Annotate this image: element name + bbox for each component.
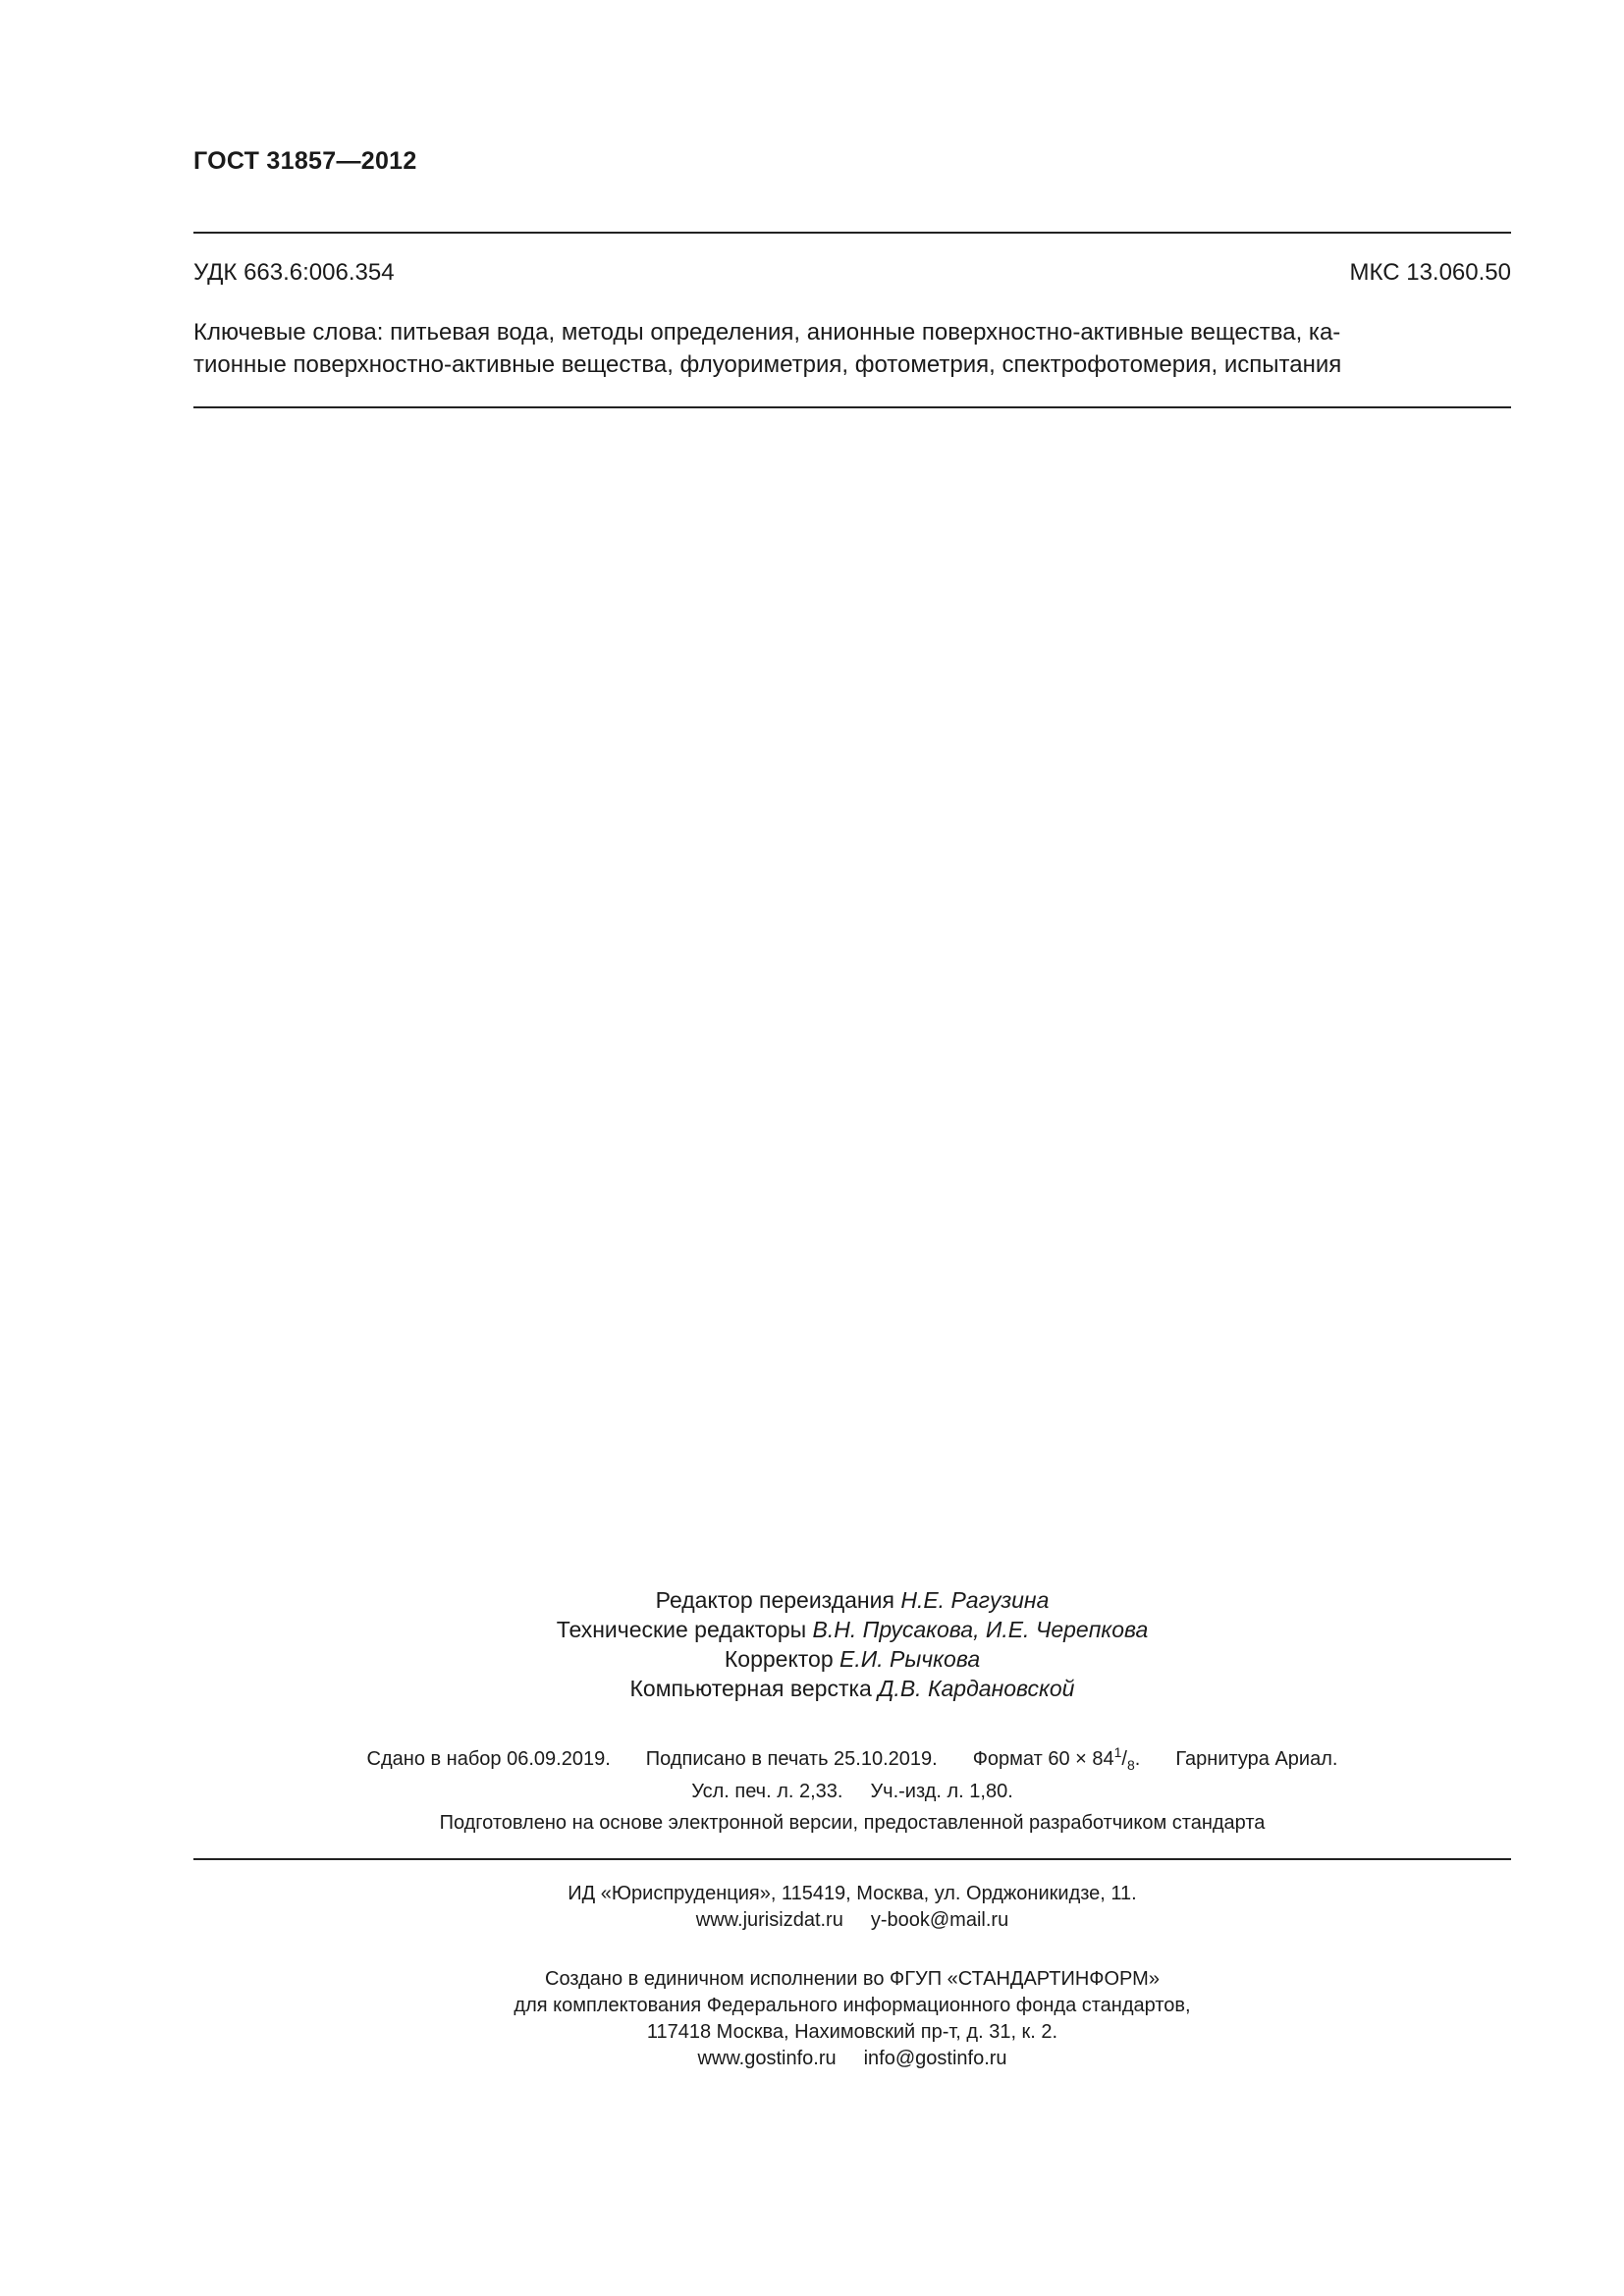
top-divider: [193, 232, 1511, 234]
credits-block: [193, 1585, 1511, 1703]
tech-editors-line: Технические редакторы В.Н. Прусакова, И.Е. Черепкова: [556, 1617, 1149, 1642]
publisher-address: ИД «Юриспруденция», 115419, Москва, ул. Орджоникидзе, 11.: [568, 1883, 1137, 1904]
signed-date: Подписано в печать 25.10.2019.: [645, 1748, 938, 1770]
pub-sheets: Уч.-изд. л. 1,80.: [870, 1781, 1013, 1802]
keywords-block: [193, 316, 1511, 381]
publisher-block: [193, 1881, 1511, 1934]
created-website: www.gostinfo.ru: [697, 2048, 837, 2069]
udk-code: УДК 663.6:006.354: [193, 259, 395, 286]
created-line-3: 117418 Москва, Нахимовский пр-т, д. 31, к. 2.: [646, 2021, 1058, 2043]
corrector-line: Корректор Е.И. Рычкова: [724, 1646, 981, 1672]
standard-id: ГОСТ 31857—2012: [193, 147, 417, 175]
publisher-website: www.jurisizdat.ru: [695, 1909, 843, 1931]
created-line-2: для комплектования Федерального информационного фонда стандартов,: [514, 1995, 1191, 2016]
tech-editors-names: В.Н. Прусакова, И.Е. Черепкова: [812, 1617, 1149, 1642]
mks-code: МКС 13.060.50: [1349, 259, 1511, 286]
created-block: [193, 1966, 1511, 2072]
prepared-note: Подготовлено на основе электронной версии, предоставленной разработчиком стандарта: [439, 1812, 1266, 1834]
keywords-line-1: Ключевые слова: питьевая вода, методы определения, анионные поверхностно-активные вещества, ка-: [193, 319, 1341, 346]
layout-line: Компьютерная верстка Д.В. Кардановской: [629, 1676, 1075, 1701]
created-contacts: [193, 2046, 1511, 2072]
bottom-divider: [193, 1858, 1511, 1860]
print-info-row-1: [193, 1739, 1511, 1779]
print-info-row-2: [193, 1779, 1511, 1805]
paper-format: Формат $60 \times 84^1/_8$.: [972, 1744, 1141, 1773]
print-info-block: [193, 1739, 1511, 1805]
layout-name: Д.В. Кардановской: [878, 1676, 1075, 1701]
created-email: info@gostinfo.ru: [863, 2048, 1007, 2069]
corrector-name: Е.И. Рычкова: [839, 1646, 981, 1672]
editor-line: Редактор переиздания Н.Е. Рагузина: [655, 1587, 1050, 1613]
keywords-line-2: тионные поверхностно-активные вещества, флуориметрия, фотометрия, спектрофотомерия, испытания: [193, 351, 1342, 378]
print-sheets: Усл. печ. л. 2,33.: [691, 1781, 843, 1802]
submitted-date: Сдано в набор 06.09.2019.: [366, 1748, 611, 1770]
typeface: Гарнитура Ариал.: [1175, 1748, 1338, 1770]
created-line-1: Создано в единичном исполнении во ФГУП «СТАНДАРТИНФОРМ»: [545, 1968, 1160, 1990]
publisher-email: y-book@mail.ru: [870, 1909, 1009, 1931]
editor-name: Н.Е. Рагузина: [900, 1587, 1050, 1613]
publisher-contacts: [193, 1907, 1511, 1934]
keywords-divider: [193, 406, 1511, 408]
